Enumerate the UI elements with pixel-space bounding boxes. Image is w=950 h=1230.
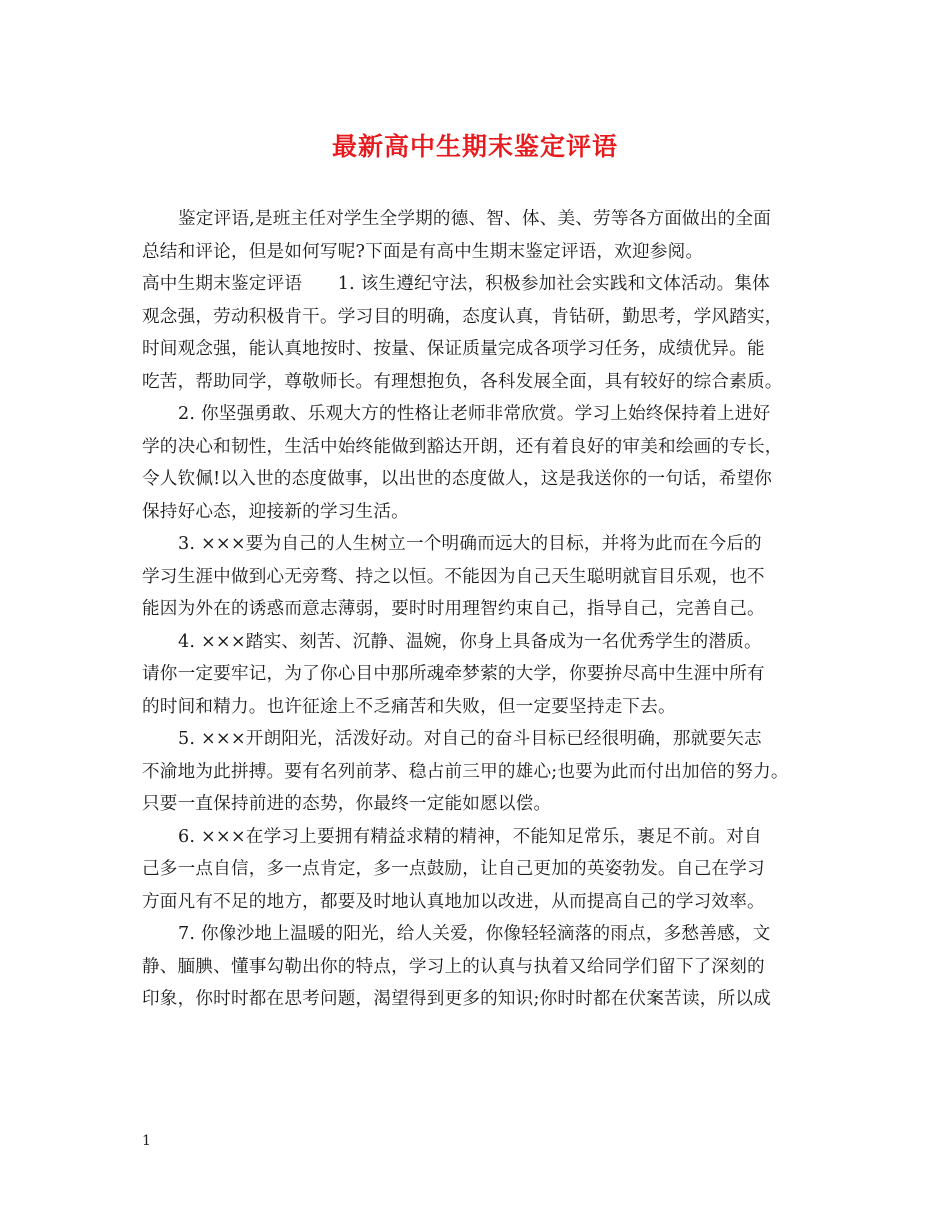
text-line: 高中生期末鉴定评语 1. 该生遵纪守法，积极参加社会实践和文体活动。集体 bbox=[142, 274, 770, 294]
text-line: 静、腼腆、懂事勾勒出你的特点，学习上的认真与执着又给同学们留下了深刻的 bbox=[142, 956, 765, 977]
text-line: 学的决心和韧性，生活中始终能做到豁达开朗，还有着良好的审美和绘画的专长， bbox=[142, 436, 783, 457]
page-title: 最新高中生期末鉴定评语 bbox=[331, 132, 618, 161]
text-line: 方面凡有不足的地方，都要及时地认真地加以改进，从而提高自己的学习效率。 bbox=[142, 891, 765, 912]
text-line: 保持好心态，迎接新的学习生活。 bbox=[142, 501, 409, 522]
text-line: 学习生涯中做到心无旁骛、持之以恒。不能因为自己天生聪明就盲目乐观，也不 bbox=[142, 566, 765, 587]
text-line: 令人钦佩!以入世的态度做事，以出世的态度做人，这是我送你的一句话，希望你 bbox=[142, 469, 773, 489]
text-line: 7. 你像沙地上温暖的阳光，给人关爱，你像轻轻滴落的雨点，多愁善感，文 bbox=[178, 924, 771, 944]
text-line: 只要一直保持前进的态势，你最终一定能如愿以偿。 bbox=[142, 794, 552, 814]
text-line: 请你一定要牢记，为了你心目中那所魂牵梦萦的大学，你要拚尽高中生涯中所有 bbox=[142, 664, 765, 684]
text-line: 5. ×××开朗阳光，活泼好动。对自己的奋斗目标已经很明确，那就要矢志 bbox=[178, 729, 762, 749]
page-number: 1 bbox=[142, 1133, 151, 1149]
text-line: 4. ×××踏实、刻苦、沉静、温婉，你身上具备成为一名优秀学生的潜质。 bbox=[178, 631, 762, 652]
text-line: 印象，你时时都在思考问题，渴望得到更多的知识;你时时都在伏案苦读，所以成 bbox=[142, 989, 771, 1009]
document-body bbox=[142, 203, 822, 1016]
text-line: 鉴定评语,是班主任对学生全学期的德、智、体、美、劳等各方面做出的全面 bbox=[178, 209, 771, 229]
text-line: 不渝地为此拼搏。要有名列前茅、稳占前三甲的雄心;也要为此而付出加倍的努力。 bbox=[142, 761, 789, 782]
text-line: 总结和评论，但是如何写呢?下面是有高中生期末鉴定评语，欢迎参阅。 bbox=[142, 241, 704, 262]
text-line: 6. ×××在学习上要拥有精益求精的精神，不能知足常乐，裹足不前。对自 bbox=[178, 826, 762, 847]
text-line: 能因为外在的诱惑而意志薄弱，要时时用理智约束自己，指导自己，完善自己。 bbox=[142, 599, 765, 619]
text-line: 的时间和精力。也许征途上不乏痛苦和失败，但一定要坚持走下去。 bbox=[142, 696, 676, 717]
text-line: 2. 你坚强勇敢、乐观大方的性格让老师非常欣赏。学习上始终保持着上进好 bbox=[178, 404, 771, 424]
text-line: 时间观念强，能认真地按时、按量、保证质量完成各项学习任务，成绩优异。能 bbox=[142, 339, 765, 359]
text-line: 观念强，劳动积极肯干。学习目的明确，态度认真，肯钻研，勤思考，学风踏实， bbox=[142, 306, 783, 327]
text-line: 3. ×××要为自己的人生树立一个明确而远大的目标，并将为此而在今后的 bbox=[178, 534, 762, 554]
text-line: 吃苦，帮助同学，尊敬师长。有理想抱负，各科发展全面，具有较好的综合素质。 bbox=[142, 371, 783, 392]
text-line: 己多一点自信，多一点肯定，多一点鼓励，让自己更加的英姿勃发。自己在学习 bbox=[142, 859, 765, 879]
